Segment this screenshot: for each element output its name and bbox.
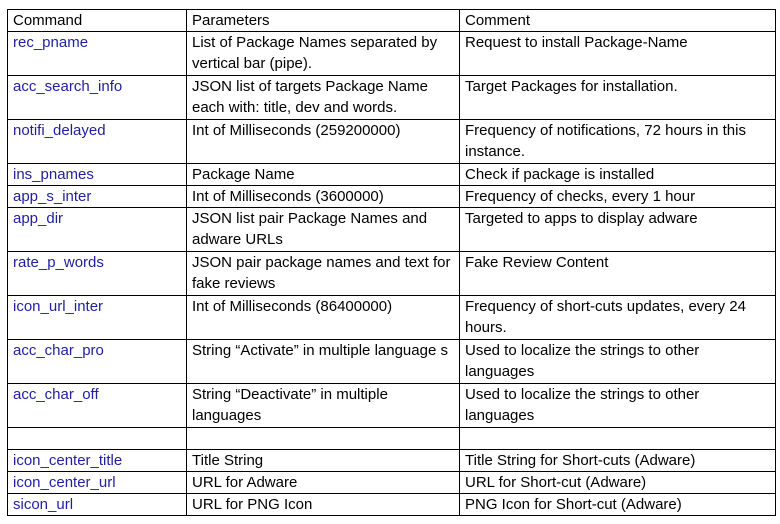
table-row — [8, 120, 776, 164]
comment-cell: Frequency of notifications, 72 hours in this instance. — [460, 120, 776, 164]
command-cell: acc_search_info — [8, 76, 187, 120]
comment-cell: Title String for Short-cuts (Adware) — [460, 450, 776, 472]
command-cell: icon_center_title — [8, 450, 187, 472]
parameters-cell: JSON pair package names and text for fake reviews — [187, 252, 460, 296]
comment-cell: Used to localize the strings to other languages — [460, 340, 776, 384]
table-header-row — [8, 10, 776, 32]
parameters-cell: Int of Milliseconds (259200000) — [187, 120, 460, 164]
command-cell: app_s_inter — [8, 186, 187, 208]
header-command: Command — [8, 10, 187, 32]
comment-cell — [460, 428, 776, 450]
command-cell: ins_pnames — [8, 164, 187, 186]
parameters-cell: URL for PNG Icon — [187, 494, 460, 516]
parameters-cell: Int of Milliseconds (86400000) — [187, 296, 460, 340]
command-cell: icon_center_url — [8, 472, 187, 494]
comment-cell: Request to install Package-Name — [460, 32, 776, 76]
parameters-cell: Title String — [187, 450, 460, 472]
comment-cell: Used to localize the strings to other languages — [460, 384, 776, 428]
comment-cell: PNG Icon for Short-cut (Adware) — [460, 494, 776, 516]
table-row-empty — [8, 428, 776, 450]
parameters-cell: String “Activate” in multiple language s — [187, 340, 460, 384]
comment-cell: Target Packages for installation. — [460, 76, 776, 120]
comment-cell: URL for Short-cut (Adware) — [460, 472, 776, 494]
table-row — [8, 208, 776, 252]
parameters-cell: List of Package Names separated by vertical bar (pipe). — [187, 32, 460, 76]
comment-cell: Check if package is installed — [460, 164, 776, 186]
table-row — [8, 450, 776, 472]
parameters-cell: JSON list pair Package Names and adware URLs — [187, 208, 460, 252]
comment-cell: Targeted to apps to display adware — [460, 208, 776, 252]
table-row — [8, 472, 776, 494]
parameters-cell: URL for Adware — [187, 472, 460, 494]
command-cell: app_dir — [8, 208, 187, 252]
command-cell: acc_char_pro — [8, 340, 187, 384]
comment-cell: Frequency of checks, every 1 hour — [460, 186, 776, 208]
parameters-cell: Package Name — [187, 164, 460, 186]
parameters-cell: Int of Milliseconds (3600000) — [187, 186, 460, 208]
comment-cell: Fake Review Content — [460, 252, 776, 296]
command-table — [7, 9, 776, 516]
table-row — [8, 32, 776, 76]
table-row — [8, 252, 776, 296]
table-row — [8, 76, 776, 120]
table-row — [8, 494, 776, 516]
command-cell: rate_p_words — [8, 252, 187, 296]
parameters-cell: String “Deactivate” in multiple languages — [187, 384, 460, 428]
table-row — [8, 164, 776, 186]
command-cell — [8, 428, 187, 450]
command-cell: acc_char_off — [8, 384, 187, 428]
parameters-cell: JSON list of targets Package Name each with: title, dev and words. — [187, 76, 460, 120]
table-row — [8, 384, 776, 428]
table-row — [8, 186, 776, 208]
parameters-cell — [187, 428, 460, 450]
command-cell: notifi_delayed — [8, 120, 187, 164]
command-cell: icon_url_inter — [8, 296, 187, 340]
table-row — [8, 340, 776, 384]
header-comment: Comment — [460, 10, 776, 32]
command-cell: rec_pname — [8, 32, 187, 76]
table-row — [8, 296, 776, 340]
header-parameters: Parameters — [187, 10, 460, 32]
comment-cell: Frequency of short-cuts updates, every 24 hours. — [460, 296, 776, 340]
command-cell: sicon_url — [8, 494, 187, 516]
